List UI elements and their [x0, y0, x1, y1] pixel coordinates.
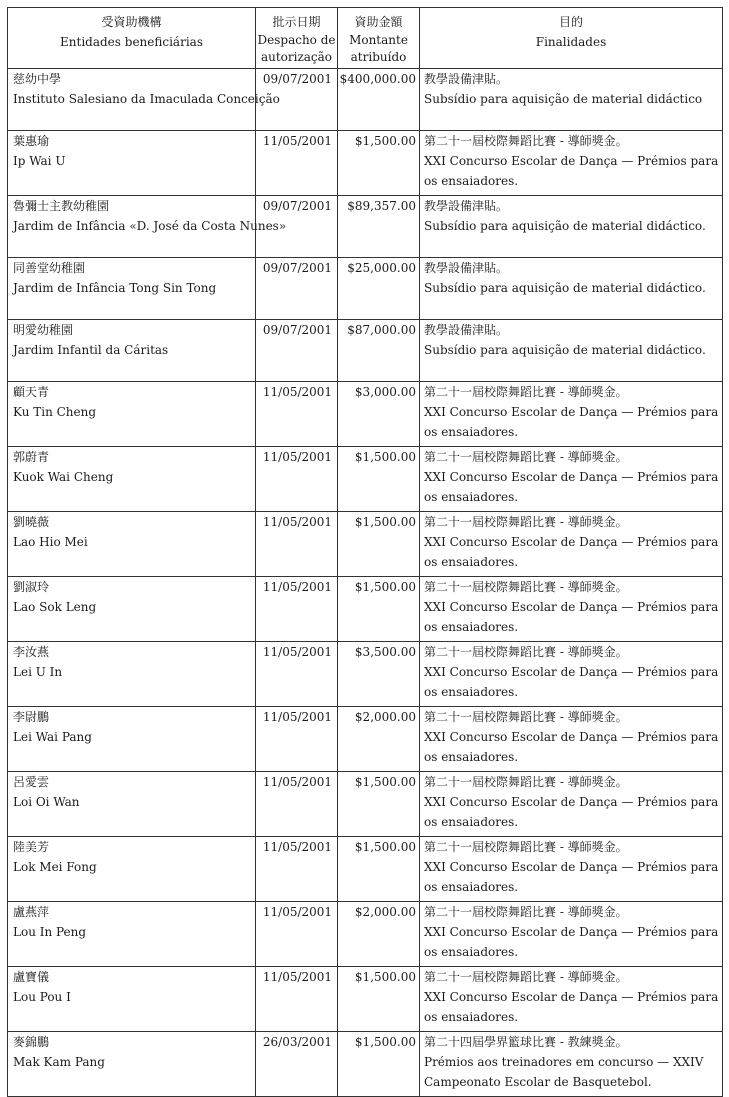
amount-value: $1,500.00 — [354, 970, 416, 984]
dispatch-date-cell — [256, 642, 338, 707]
beneficiary-name-pt: Lao Sok Leng — [13, 600, 97, 614]
beneficiary-cell — [8, 69, 280, 131]
dispatch-date: 11/05/2001 — [262, 580, 333, 594]
table-row — [8, 577, 723, 642]
purpose-cell — [420, 512, 723, 577]
beneficiary-cell — [8, 447, 256, 512]
dispatch-date: 09/07/2001 — [262, 199, 333, 213]
purpose-pt: Subsídio para aquisição de material didáctico. — [424, 281, 706, 295]
beneficiary-cell — [8, 772, 256, 837]
amount-value: $1,500.00 — [354, 450, 416, 464]
table-row — [8, 902, 723, 967]
beneficiary-name-pt: Jardim de Infância «D. José da Costa Nunes» — [13, 219, 287, 233]
purpose-cell — [420, 642, 723, 707]
beneficiary-name-zh: 同善堂幼稚園 — [13, 261, 86, 275]
purpose-cell — [420, 837, 723, 902]
dispatch-date-cell — [256, 967, 338, 1032]
dispatch-date-cell — [256, 320, 338, 382]
table-row — [8, 707, 723, 772]
amount-value: $1,500.00 — [354, 515, 416, 529]
purpose-zh: 第二十一屆校際舞蹈比賽 - 導師獎金。 — [424, 580, 628, 594]
purpose-cell — [420, 577, 723, 642]
purpose-cell — [420, 382, 723, 447]
purpose-zh: 第二十一屆校際舞蹈比賽 - 導師獎金。 — [424, 134, 628, 148]
table-header-row — [8, 8, 723, 69]
purpose-zh: 第二十一屆校際舞蹈比賽 - 導師獎金。 — [424, 515, 628, 529]
beneficiary-name-pt: Ku Tin Cheng — [13, 405, 97, 419]
dispatch-date-cell — [256, 447, 338, 512]
amount-value: $1,500.00 — [354, 775, 416, 789]
amount-value: $1,500.00 — [354, 580, 416, 594]
beneficiary-cell — [8, 577, 256, 642]
amount-value: $2,000.00 — [354, 905, 416, 919]
amount-value: $89,357.00 — [347, 199, 416, 213]
amount-cell — [338, 772, 420, 837]
purpose-zh: 第二十一屆校際舞蹈比賽 - 導師獎金。 — [424, 905, 628, 919]
beneficiary-cell — [8, 837, 256, 902]
amount-value: $3,000.00 — [354, 385, 416, 399]
amount-cell — [338, 258, 420, 320]
beneficiary-cell — [8, 512, 256, 577]
header-beneficiaries: 受資助機構 Entidades beneficiárias — [8, 8, 256, 69]
dispatch-date-cell — [256, 512, 338, 577]
table-row — [8, 131, 723, 196]
purpose-pt: XXI Concurso Escolar de Dança — Prémios para os ensaiadores. — [424, 535, 719, 569]
table-row — [8, 642, 723, 707]
beneficiary-cell — [8, 320, 256, 382]
dispatch-date: 11/05/2001 — [262, 775, 333, 789]
dispatch-date-cell — [256, 707, 338, 772]
dispatch-date-cell — [256, 1032, 338, 1097]
beneficiary-name-zh: 呂愛雲 — [13, 775, 50, 789]
beneficiary-name-pt: Instituto Salesiano da Imaculada Conceição — [13, 92, 280, 106]
dispatch-date: 09/07/2001 — [262, 72, 333, 86]
amount-value: $1,500.00 — [354, 134, 416, 148]
document-page — [7, 7, 722, 1097]
beneficiary-name-zh: 葉惠瑜 — [13, 134, 50, 148]
beneficiary-name-pt: Ip Wai U — [13, 154, 66, 168]
amount-cell — [338, 196, 420, 258]
purpose-cell — [420, 902, 723, 967]
dispatch-date-cell — [256, 837, 338, 902]
purpose-pt: XXI Concurso Escolar de Dança — Prémios para os ensaiadores. — [424, 925, 719, 959]
purpose-pt: XXI Concurso Escolar de Dança — Prémios para os ensaiadores. — [424, 470, 719, 504]
dispatch-date: 11/05/2001 — [262, 840, 333, 854]
beneficiary-name-pt: Kuok Wai Cheng — [13, 470, 114, 484]
purpose-pt: XXI Concurso Escolar de Dança — Prémios para os ensaiadores. — [424, 600, 719, 634]
header-dispatch-date: 批示日期 Despacho de autorização — [256, 8, 338, 69]
purpose-cell — [420, 772, 723, 837]
purpose-pt: Prémios aos treinadores em concurso — XXIV Campeonato Escolar de Basquetebol. — [424, 1055, 704, 1089]
purpose-zh: 第二十一屆校際舞蹈比賽 - 導師獎金。 — [424, 450, 628, 464]
dispatch-date-cell — [256, 258, 338, 320]
amount-cell — [338, 512, 420, 577]
purpose-pt: XXI Concurso Escolar de Dança — Prémios para os ensaiadores. — [424, 795, 719, 829]
table-row — [8, 447, 723, 512]
purpose-pt: XXI Concurso Escolar de Dança — Prémios para os ensaiadores. — [424, 730, 719, 764]
dispatch-date: 11/05/2001 — [262, 645, 333, 659]
dispatch-date: 26/03/2001 — [262, 1035, 333, 1049]
purpose-zh: 教學設備津貼。 — [424, 199, 509, 213]
purpose-cell — [420, 320, 723, 382]
purpose-zh: 第二十一屆校際舞蹈比賽 - 導師獎金。 — [424, 385, 628, 399]
beneficiary-name-zh: 明愛幼稚園 — [13, 323, 74, 337]
purpose-zh: 第二十一屆校際舞蹈比賽 - 導師獎金。 — [424, 645, 628, 659]
beneficiary-name-pt: Lei Wai Pang — [13, 730, 92, 744]
beneficiary-cell — [8, 196, 287, 258]
purpose-cell — [420, 1032, 723, 1097]
dispatch-date-cell — [256, 577, 338, 642]
beneficiary-cell — [8, 382, 256, 447]
amount-value: $1,500.00 — [354, 1035, 416, 1049]
beneficiary-name-pt: Jardim de Infância Tong Sin Tong — [13, 281, 217, 295]
beneficiary-name-pt: Lou In Peng — [13, 925, 87, 939]
amount-cell — [338, 447, 420, 512]
beneficiary-cell — [8, 258, 256, 320]
purpose-pt: XXI Concurso Escolar de Dança — Prémios para os ensaiadores. — [424, 405, 719, 439]
amount-cell — [338, 69, 420, 131]
beneficiary-name-zh: 劉淑玲 — [13, 580, 50, 594]
table-row — [8, 382, 723, 447]
table-row — [8, 69, 723, 131]
dispatch-date: 11/05/2001 — [262, 970, 333, 984]
beneficiary-name-pt: Lao Hio Mei — [13, 535, 88, 549]
beneficiary-name-zh: 慈幼中學 — [13, 72, 62, 86]
beneficiary-cell — [8, 1032, 256, 1097]
amount-cell — [338, 320, 420, 382]
purpose-pt: Subsídio para aquisição de material didáctico — [424, 92, 703, 106]
amount-cell — [338, 131, 420, 196]
beneficiary-name-pt: Lok Mei Fong — [13, 860, 97, 874]
purpose-zh: 教學設備津貼。 — [424, 261, 509, 275]
purpose-zh: 第二十一屆校際舞蹈比賽 - 導師獎金。 — [424, 970, 628, 984]
beneficiary-name-pt: Loi Oi Wan — [13, 795, 80, 809]
beneficiary-cell — [8, 967, 256, 1032]
dispatch-date-cell — [256, 382, 338, 447]
purpose-cell — [420, 258, 723, 320]
beneficiary-name-zh: 麥錦鵬 — [13, 1035, 50, 1049]
table-row — [8, 320, 723, 382]
amount-value: $3,500.00 — [354, 645, 416, 659]
amount-cell — [338, 707, 420, 772]
purpose-pt: XXI Concurso Escolar de Dança — Prémios para os ensaiadores. — [424, 860, 719, 894]
dispatch-date: 11/05/2001 — [262, 515, 333, 529]
purpose-pt: XXI Concurso Escolar de Dança — Prémios para os ensaiadores. — [424, 154, 719, 188]
beneficiary-name-zh: 郭蔚青 — [13, 450, 50, 464]
amount-value: $1,500.00 — [354, 840, 416, 854]
purpose-zh: 第二十一屆校際舞蹈比賽 - 導師獎金。 — [424, 775, 628, 789]
amount-value: $25,000.00 — [347, 261, 416, 275]
dispatch-date: 11/05/2001 — [262, 385, 333, 399]
purpose-cell — [420, 196, 723, 258]
dispatch-date: 11/05/2001 — [262, 134, 333, 148]
dispatch-date: 11/05/2001 — [262, 710, 333, 724]
beneficiary-name-zh: 魯彌士主教幼稚園 — [13, 199, 110, 213]
header-purposes: 目的 Finalidades — [420, 8, 723, 69]
amount-cell — [338, 642, 420, 707]
amount-value: $87,000.00 — [347, 323, 416, 337]
purpose-zh: 教學設備津貼。 — [424, 72, 509, 86]
amount-cell — [338, 902, 420, 967]
dispatch-date: 11/05/2001 — [262, 905, 333, 919]
table-row — [8, 1032, 723, 1097]
table-row — [8, 967, 723, 1032]
table-row — [8, 837, 723, 902]
amount-cell — [338, 837, 420, 902]
table-body — [8, 69, 723, 1097]
purpose-pt: Subsídio para aquisição de material didáctico. — [424, 343, 706, 357]
beneficiary-name-zh: 盧燕萍 — [13, 905, 50, 919]
beneficiary-cell — [8, 707, 256, 772]
dispatch-date: 11/05/2001 — [262, 450, 333, 464]
beneficiary-name-zh: 李汝燕 — [13, 645, 50, 659]
dispatch-date: 09/07/2001 — [262, 261, 333, 275]
amount-cell — [338, 577, 420, 642]
table-row — [8, 196, 723, 258]
purpose-cell — [420, 447, 723, 512]
table-row — [8, 512, 723, 577]
purpose-pt: Subsídio para aquisição de material didáctico. — [424, 219, 706, 233]
table-row — [8, 772, 723, 837]
header-amount: 資助金額 Montante atribuído — [338, 8, 420, 69]
beneficiary-cell — [8, 131, 256, 196]
beneficiary-name-zh: 顧天青 — [13, 385, 50, 399]
purpose-cell — [420, 131, 723, 196]
purpose-zh: 第二十一屆校際舞蹈比賽 - 導師獎金。 — [424, 710, 628, 724]
beneficiary-name-zh: 劉曉薇 — [13, 515, 50, 529]
beneficiary-cell — [8, 642, 256, 707]
beneficiary-name-pt: Lei U In — [13, 665, 63, 679]
beneficiary-name-pt: Lou Pou I — [13, 990, 71, 1004]
purpose-cell — [420, 69, 723, 131]
beneficiary-cell — [8, 902, 256, 967]
purpose-zh: 第二十四屆學界籃球比賽 - 教練獎金。 — [424, 1035, 628, 1049]
amount-value: $400,000.00 — [339, 72, 416, 86]
purpose-zh: 第二十一屆校際舞蹈比賽 - 導師獎金。 — [424, 840, 628, 854]
purpose-zh: 教學設備津貼。 — [424, 323, 509, 337]
subsidy-table — [7, 7, 723, 1097]
purpose-cell — [420, 707, 723, 772]
beneficiary-name-zh: 李尉鵬 — [13, 710, 50, 724]
table-row — [8, 258, 723, 320]
dispatch-date: 09/07/2001 — [262, 323, 333, 337]
beneficiary-name-zh: 盧寶儀 — [13, 970, 50, 984]
purpose-pt: XXI Concurso Escolar de Dança — Prémios para os ensaiadores. — [424, 665, 719, 699]
beneficiary-name-pt: Jardim Infantil da Cáritas — [13, 343, 169, 357]
amount-cell — [338, 382, 420, 447]
amount-cell — [338, 1032, 420, 1097]
purpose-cell — [420, 967, 723, 1032]
beneficiary-name-pt: Mak Kam Pang — [13, 1055, 105, 1069]
beneficiary-name-zh: 陸美芳 — [13, 840, 50, 854]
dispatch-date-cell — [256, 131, 338, 196]
purpose-pt: XXI Concurso Escolar de Dança — Prémios para os ensaiadores. — [424, 990, 719, 1024]
amount-cell — [338, 967, 420, 1032]
amount-value: $2,000.00 — [354, 710, 416, 724]
dispatch-date-cell — [256, 902, 338, 967]
dispatch-date-cell — [256, 772, 338, 837]
